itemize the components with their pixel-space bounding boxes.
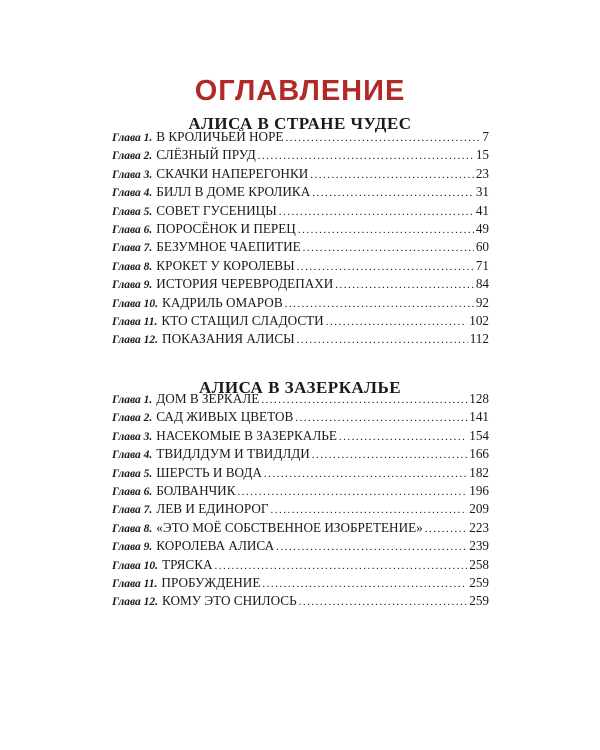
chapter-title: САД ЖИВЫХ ЦВЕТОВ: [156, 409, 294, 425]
chapter-title: СЛЁЗНЫЙ ПРУД: [156, 147, 256, 163]
chapter-title: БОЛВАНЧИК: [156, 482, 236, 498]
toc-entry[interactable]: [112, 183, 489, 201]
chapter-label: Глава 5.: [112, 467, 153, 480]
toc-entry[interactable]: [112, 482, 489, 500]
part-title-looking-glass: АЛИСА В ЗАЗЕРКАЛЬЕ: [198, 378, 402, 398]
toc-entry[interactable]: [112, 556, 489, 574]
toc-entry[interactable]: [112, 220, 489, 238]
chapter-page-number: 259: [469, 574, 489, 590]
leader-dots: [285, 295, 474, 312]
chapter-page-number: 7: [482, 129, 489, 144]
toc-entry[interactable]: [112, 128, 489, 146]
leader-dots: [258, 147, 474, 164]
chapter-page-number: 15: [475, 147, 489, 163]
chapter-page-number: 223: [469, 519, 489, 535]
toc-entry[interactable]: [112, 238, 489, 256]
chapter-title: КРОКЕТ У КОРОЛЕВЫ: [156, 257, 295, 273]
toc-entry[interactable]: [112, 519, 489, 537]
chapter-page-number: 141: [469, 409, 489, 425]
chapter-label: Глава 1.: [112, 132, 153, 144]
leader-dots: [295, 409, 467, 426]
chapter-title: КОМУ ЭТО СНИЛОСЬ: [162, 593, 297, 609]
chapter-label: Глава 7.: [112, 504, 153, 517]
chapter-label: Глава 11.: [112, 315, 158, 328]
chapter-page-number: 60: [475, 239, 489, 255]
toc-entry[interactable]: [112, 257, 489, 275]
leader-dots: [335, 276, 474, 293]
chapter-page-number: 258: [469, 556, 489, 572]
toc-entry[interactable]: [112, 537, 489, 555]
chapter-label: Глава 10.: [112, 559, 159, 572]
chapter-page-number: 71: [475, 257, 489, 273]
leader-dots: [297, 258, 474, 275]
leader-dots: [285, 129, 480, 146]
chapter-label: Глава 8.: [112, 522, 153, 535]
toc-list-looking-glass: [112, 390, 489, 611]
leader-dots: [339, 428, 467, 445]
chapter-title: СКАЧКИ НАПЕРЕГОНКИ: [156, 165, 309, 181]
chapter-title: ПОКАЗАНИЯ АЛИСЫ: [162, 331, 295, 347]
chapter-label: Глава 4.: [112, 449, 153, 462]
toc-entry[interactable]: [112, 592, 489, 610]
leader-dots: [262, 575, 467, 592]
chapter-label: Глава 6.: [112, 223, 153, 236]
leader-dots: [312, 446, 467, 463]
chapter-label: Глава 10.: [112, 297, 159, 310]
chapter-page-number: 112: [469, 331, 489, 347]
leader-dots: [299, 593, 468, 610]
chapter-page-number: 166: [469, 446, 489, 462]
chapter-page-number: 31: [475, 184, 489, 200]
chapter-label: Глава 1.: [112, 394, 153, 406]
leader-dots: [261, 391, 467, 408]
leader-dots: [215, 557, 468, 574]
chapter-page-number: 209: [469, 501, 489, 517]
chapter-page-number: 102: [469, 312, 489, 328]
chapter-page-number: 154: [469, 427, 489, 443]
leader-dots: [279, 203, 474, 220]
chapter-page-number: 49: [475, 220, 489, 236]
chapter-label: Глава 5.: [112, 205, 153, 218]
toc-entry[interactable]: [112, 445, 489, 463]
toc-entry[interactable]: [112, 330, 489, 348]
leader-dots: [303, 239, 474, 256]
toc-entry[interactable]: [112, 146, 489, 164]
chapter-label: Глава 2.: [112, 412, 153, 425]
leader-dots: [297, 331, 468, 348]
chapter-page-number: 128: [469, 391, 489, 406]
toc-entry[interactable]: [112, 275, 489, 293]
toc-entry[interactable]: [112, 574, 489, 592]
chapter-label: Глава 7.: [112, 242, 153, 255]
toc-entry[interactable]: [112, 464, 489, 482]
chapter-page-number: 182: [469, 464, 489, 480]
chapter-label: Глава 3.: [112, 430, 153, 443]
leader-dots: [264, 465, 467, 482]
leader-dots: [270, 501, 467, 518]
chapter-page-number: 92: [475, 294, 489, 310]
chapter-label: Глава 2.: [112, 150, 153, 163]
chapter-label: Глава 9.: [112, 541, 153, 554]
chapter-page-number: 41: [475, 202, 489, 218]
chapter-label: Глава 8.: [112, 260, 153, 273]
chapter-title: КАДРИЛЬ ОМАРОВ: [162, 294, 283, 310]
leader-dots: [298, 221, 474, 238]
chapter-title: ШЕРСТЬ И ВОДА: [156, 464, 262, 480]
chapter-label: Глава 4.: [112, 187, 153, 200]
chapter-title: ПРОБУЖДЕНИЕ: [161, 574, 261, 590]
chapter-page-number: 196: [469, 482, 489, 498]
leader-dots: [326, 313, 468, 330]
chapter-label: Глава 11.: [112, 577, 158, 590]
toc-entry[interactable]: [112, 312, 489, 330]
chapter-page-number: 239: [469, 538, 489, 554]
toc-entry[interactable]: [112, 165, 489, 183]
chapter-label: Глава 12.: [112, 596, 159, 609]
chapter-title: ТВИДЛДУМ И ТВИДЛДИ: [156, 446, 310, 462]
chapter-title: БИЛЛ В ДОМЕ КРОЛИКА: [156, 184, 311, 200]
toc-entry[interactable]: [112, 390, 489, 408]
chapter-title: ДОМ В ЗЕРКАЛЕ: [156, 391, 260, 406]
leader-dots: [238, 483, 468, 500]
page-title: ОГЛАВЛЕНИЕ: [194, 75, 406, 108]
chapter-title: ИСТОРИЯ ЧЕРЕВРОДЕПАХИ: [156, 276, 334, 292]
chapter-title: КТО СТАЩИЛ СЛАДОСТИ: [161, 312, 324, 328]
chapter-title: ПОРОСЁНОК И ПЕРЕЦ: [156, 220, 296, 236]
toc-list-wonderland: [112, 128, 489, 349]
chapter-title: ЛЕВ И ЕДИНОРОГ: [156, 501, 269, 517]
chapter-title: БЕЗУМНОЕ ЧАЕПИТИЕ: [156, 239, 301, 255]
toc-entry[interactable]: [112, 202, 489, 220]
leader-dots: [310, 166, 474, 183]
chapter-title: ТРЯСКА: [162, 556, 213, 572]
part-title-wonderland: АЛИСА В СТРАНЕ ЧУДЕС: [188, 114, 412, 134]
toc-entry[interactable]: [112, 427, 489, 445]
chapter-page-number: 23: [475, 165, 489, 181]
leader-dots: [425, 520, 467, 537]
chapter-title: КОРОЛЕВА АЛИСА: [156, 538, 275, 554]
chapter-label: Глава 6.: [112, 485, 153, 498]
chapter-label: Глава 3.: [112, 168, 153, 181]
chapter-page-number: 259: [469, 593, 489, 609]
chapter-label: Глава 12.: [112, 334, 159, 347]
chapter-title: НАСЕКОМЫЕ В ЗАЗЕРКАЛЬЕ: [156, 427, 337, 443]
chapter-title: «ЭТО МОЁ СОБСТВЕННОЕ ИЗОБРЕТЕНИЕ»: [156, 519, 423, 535]
leader-dots: [312, 184, 474, 201]
chapter-label: Глава 9.: [112, 279, 153, 292]
toc-entry[interactable]: [112, 408, 489, 426]
leader-dots: [276, 538, 467, 555]
toc-entry[interactable]: [112, 294, 489, 312]
toc-entry[interactable]: [112, 500, 489, 518]
chapter-title: СОВЕТ ГУСЕНИЦЫ: [156, 202, 277, 218]
chapter-title: В КРОЛИЧЬЕЙ НОРЕ: [156, 129, 284, 144]
chapter-page-number: 84: [475, 276, 489, 292]
